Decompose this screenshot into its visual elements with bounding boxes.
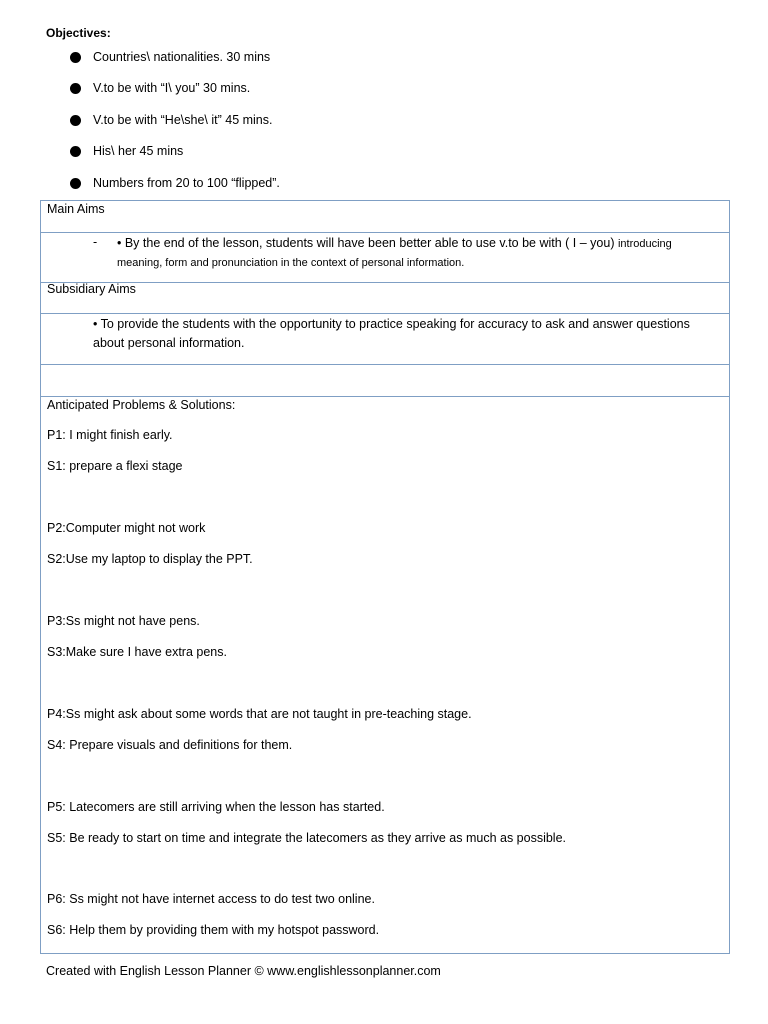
- solution-text: S5: Be ready to start on time and integrate the latecomers as they arrive as much as possible.: [47, 831, 567, 845]
- lesson-aims-table: [40, 200, 730, 954]
- subsidiary-aim-text: • To provide the students with the opportunity to practice speaking for accuracy to ask and answer questions about personal information.: [93, 317, 690, 350]
- table-divider: [41, 282, 729, 283]
- bullet-icon: [70, 52, 81, 63]
- solution-text: S2:Use my laptop to display the PPT.: [47, 552, 253, 566]
- problem-text: P4:Ss might ask about some words that are not taught in pre-teaching stage.: [47, 707, 472, 721]
- problems-label: Anticipated Problems & Solutions:: [47, 398, 236, 412]
- main-aim-detail: introducing meaning, form and pronunciation in the context of personal information.: [117, 238, 672, 269]
- problem-text: P3:Ss might not have pens.: [47, 614, 200, 628]
- objective-text: Countries\ nationalities. 30 mins: [93, 50, 271, 64]
- bullet-icon: [70, 83, 81, 94]
- objective-item: [70, 141, 183, 161]
- objective-item: [70, 173, 280, 193]
- objective-item: [70, 78, 250, 98]
- bullet-icon: [70, 146, 81, 157]
- objective-text: His\ her 45 mins: [93, 144, 184, 158]
- table-divider: [41, 232, 729, 233]
- objective-text: V.to be with “He\she\ it” 45 mins.: [93, 113, 273, 127]
- bullet-icon: [70, 115, 81, 126]
- table-divider: [41, 313, 729, 314]
- objectives-title: Objectives:: [46, 26, 111, 40]
- main-aims-label: Main Aims: [47, 202, 105, 216]
- objective-item: [70, 110, 272, 130]
- solution-text: S3:Make sure I have extra pens.: [47, 645, 227, 659]
- objective-item: [70, 47, 270, 67]
- bullet-icon: [70, 178, 81, 189]
- main-aim-text: [117, 234, 717, 272]
- table-divider: [41, 364, 729, 365]
- solution-text: S4: Prepare visuals and definitions for them.: [47, 738, 293, 752]
- solution-text: S1: prepare a flexi stage: [47, 459, 183, 473]
- solution-text: S6: Help them by providing them with my hotspot password.: [47, 923, 380, 937]
- problem-text: P2:Computer might not work: [47, 521, 206, 535]
- main-aim-dash: -: [93, 235, 98, 249]
- main-aim-sentence: • By the end of the lesson, students will have been better able to use v.to be with ( I – you): [117, 236, 615, 250]
- problem-text: P6: Ss might not have internet access to do test two online.: [47, 892, 375, 906]
- table-divider: [41, 396, 729, 397]
- footer-credit: Created with English Lesson Planner © www.englishlessonplanner.com: [46, 964, 441, 978]
- subsidiary-aims-label: Subsidiary Aims: [47, 282, 136, 296]
- problem-text: P1: I might finish early.: [47, 428, 173, 442]
- problem-text: P5: Latecomers are still arriving when the lesson has started.: [47, 800, 385, 814]
- objective-text: V.to be with “I\ you” 30 mins.: [93, 81, 251, 95]
- objective-text: Numbers from 20 to 100 “flipped”.: [93, 176, 280, 190]
